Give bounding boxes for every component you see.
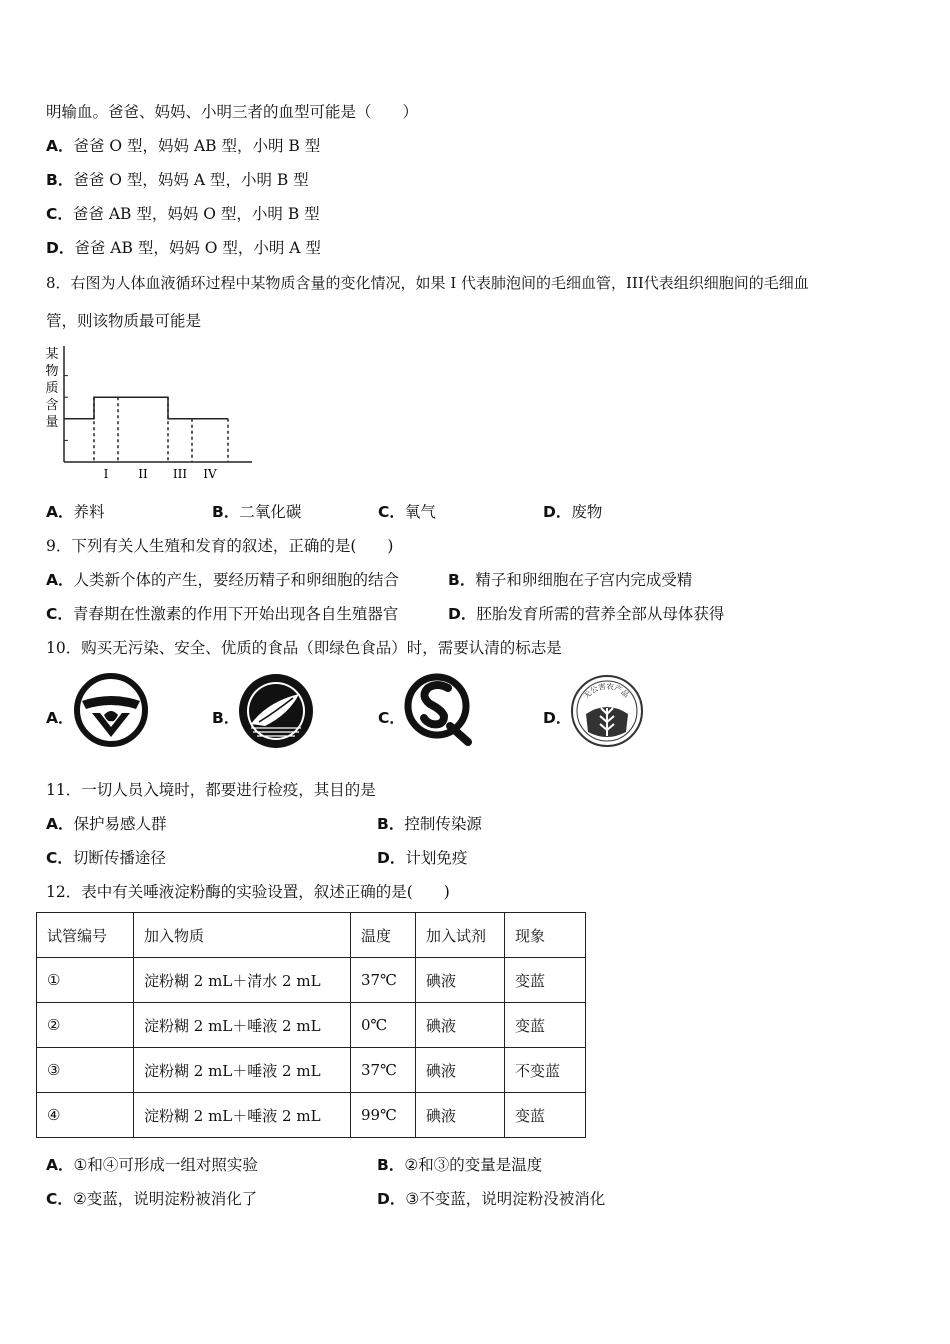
header-tube-number: 试管编号 (37, 913, 134, 958)
table-cell: ④ (37, 1093, 134, 1138)
option-letter: D． (377, 849, 406, 867)
table-cell: 不变蓝 (505, 1048, 586, 1093)
q11-option-d[interactable] (377, 848, 467, 868)
table-row (37, 1048, 586, 1093)
q10-option-d[interactable] (543, 708, 571, 728)
table-cell: 碘液 (416, 958, 505, 1003)
table-cell: 变蓝 (505, 1003, 586, 1048)
table-cell: 变蓝 (505, 1093, 586, 1138)
table-cell: 淀粉糊 2 mL＋唾液 2 mL (134, 1093, 351, 1138)
q7-option-d[interactable] (46, 238, 321, 258)
option-letter: C． (46, 205, 73, 223)
q9-stem: 9．下列有关人生殖和发育的叙述，正确的是( ) (46, 537, 394, 555)
option-text: 爸爸 AB 型，妈妈 O 型，小明 B 型 (72, 205, 320, 223)
option-text: 人类新个体的产生，要经历精子和卵细胞的结合 (73, 571, 400, 589)
y-label-char: 含 (45, 398, 59, 413)
q7-stem-tail: 明输血。爸爸、妈妈、小明三者的血型可能是（ ） (46, 103, 419, 121)
table-row (37, 1093, 586, 1138)
option-letter: A． (46, 137, 74, 155)
option-letter: D． (543, 709, 572, 727)
option-text: ①和④可形成一组对照实验 (73, 1156, 258, 1174)
y-label-char: 物 (45, 364, 59, 379)
option-letter: D． (448, 605, 477, 623)
x-tick-label: IV (203, 467, 217, 481)
x-tick-labels (104, 467, 217, 481)
option-text: 爸爸 AB 型，妈妈 O 型，小明 A 型 (74, 239, 321, 257)
table-cell: ② (37, 1003, 134, 1048)
option-letter: A． (46, 571, 74, 589)
option-letter: C． (378, 503, 405, 521)
option-text: 胚胎发育所需的营养全部从母体获得 (476, 605, 725, 623)
table-header-row (37, 913, 586, 958)
q12-option-b[interactable] (377, 1155, 542, 1175)
option-letter: B． (448, 571, 476, 589)
table-cell: 37℃ (351, 1048, 416, 1093)
option-letter: A． (46, 503, 74, 521)
q12-stem: 12．表中有关唾液淀粉酶的实验设置，叙述正确的是( ) (46, 883, 450, 901)
option-letter: D． (46, 239, 75, 257)
option-letter: D． (543, 503, 572, 521)
option-text: 养料 (73, 503, 105, 521)
y-label-char: 质 (45, 381, 59, 396)
option-text: 废物 (571, 503, 603, 521)
option-text: 控制传染源 (404, 815, 482, 833)
option-letter: B． (377, 815, 405, 833)
option-letter: C． (378, 709, 405, 727)
header-temperature: 温度 (351, 913, 416, 958)
table-cell: 碘液 (416, 1093, 505, 1138)
q10-option-c[interactable] (378, 708, 405, 728)
q11-option-b[interactable] (377, 814, 482, 834)
pollution-free-product-logo (570, 674, 644, 748)
option-text: 氧气 (404, 503, 436, 521)
option-text: 计划免疫 (405, 849, 468, 867)
q10-option-b[interactable] (212, 708, 239, 728)
option-text: 保护易感人群 (73, 815, 167, 833)
option-text: 爸爸 O 型，妈妈 A 型，小明 B 型 (73, 171, 309, 189)
option-letter: A． (46, 815, 74, 833)
option-text: 二氧化碳 (239, 503, 302, 521)
header-substance: 加入物质 (134, 913, 351, 958)
option-letter: C． (46, 605, 73, 623)
q11-option-a[interactable] (46, 814, 167, 834)
q12-option-d[interactable] (377, 1189, 605, 1209)
table-cell: 碘液 (416, 1048, 505, 1093)
y-label-char: 某 (45, 347, 59, 362)
q7-option-a[interactable] (46, 136, 320, 156)
option-letter: B． (212, 709, 240, 727)
table-cell: 99℃ (351, 1093, 416, 1138)
option-text: 爸爸 O 型，妈妈 AB 型，小明 B 型 (73, 137, 321, 155)
table-cell: 淀粉糊 2 mL＋唾液 2 mL (134, 1048, 351, 1093)
option-letter: C． (46, 849, 73, 867)
content-line (64, 397, 228, 419)
quality-mark-logo (74, 673, 148, 747)
q8-stem-line1: 8．右图为人体血液循环过程中某物质含量的变化情况，如果 I 代表肺泡间的毛细血管，III代表组织细胞间的毛细血 (46, 274, 809, 292)
x-tick-label: II (138, 467, 148, 481)
q8-option-a[interactable] (46, 502, 105, 522)
option-text: ③不变蓝，说明淀粉没被消化 (405, 1190, 606, 1208)
option-text: ②变蓝，说明淀粉被消化了 (72, 1190, 258, 1208)
substance-content-chart (40, 344, 260, 484)
table-cell: ① (37, 958, 134, 1003)
table-cell: 变蓝 (505, 958, 586, 1003)
option-text: 青春期在性激素的作用下开始出现各自生殖器官 (72, 605, 399, 623)
option-letter: A． (46, 1156, 74, 1174)
q9-option-a[interactable] (46, 570, 399, 590)
y-axis-label (45, 347, 58, 430)
option-letter: B． (46, 171, 74, 189)
q12-option-a[interactable] (46, 1155, 258, 1175)
segment-dividers (94, 397, 228, 462)
q12-option-c[interactable] (46, 1189, 257, 1209)
table-cell: 37℃ (351, 958, 416, 1003)
option-letter: B． (377, 1156, 405, 1174)
table-row (37, 958, 586, 1003)
logo-text: 无公害农产品 (581, 681, 631, 701)
option-letter: B． (212, 503, 240, 521)
table-cell: 0℃ (351, 1003, 416, 1048)
green-food-logo (237, 672, 315, 750)
option-letter: A． (46, 709, 74, 727)
qs-mark-logo (404, 672, 474, 746)
q8-stem-line2: 管，则该物质最可能是 (46, 312, 202, 330)
q9-option-c[interactable] (46, 604, 398, 624)
x-tick-label: III (172, 467, 188, 481)
q9-option-b[interactable] (448, 570, 692, 590)
q8-option-b[interactable] (212, 502, 301, 522)
table-cell: 淀粉糊 2 mL＋清水 2 mL (134, 958, 351, 1003)
q8-option-c[interactable] (378, 502, 436, 522)
table-cell: 碘液 (416, 1003, 505, 1048)
q11-option-c[interactable] (46, 848, 166, 868)
experiment-table (36, 912, 586, 1138)
table-cell: 淀粉糊 2 mL＋唾液 2 mL (134, 1003, 351, 1048)
y-label-char: 量 (45, 415, 59, 430)
table-cell: ③ (37, 1048, 134, 1093)
q10-option-a[interactable] (46, 708, 74, 728)
option-letter: C． (46, 1190, 73, 1208)
q7-option-b[interactable] (46, 170, 309, 190)
option-text: 切断传播途径 (72, 849, 166, 867)
q10-stem: 10．购买无污染、安全、优质的食品（即绿色食品）时，需要认清的标志是 (46, 639, 562, 657)
x-tick-label: I (103, 467, 109, 481)
q8-option-d[interactable] (543, 502, 602, 522)
header-phenomenon: 现象 (505, 913, 586, 958)
header-reagent: 加入试剂 (416, 913, 505, 958)
option-letter: D． (377, 1190, 406, 1208)
q7-option-c[interactable] (46, 204, 320, 224)
option-text: 精子和卵细胞在子宫内完成受精 (475, 571, 693, 589)
q11-stem: 11．一切人员入境时，都要进行检疫，其目的是 (46, 781, 376, 799)
table-row (37, 1003, 586, 1048)
q9-option-d[interactable] (448, 604, 724, 624)
option-text: ②和③的变量是温度 (404, 1156, 543, 1174)
